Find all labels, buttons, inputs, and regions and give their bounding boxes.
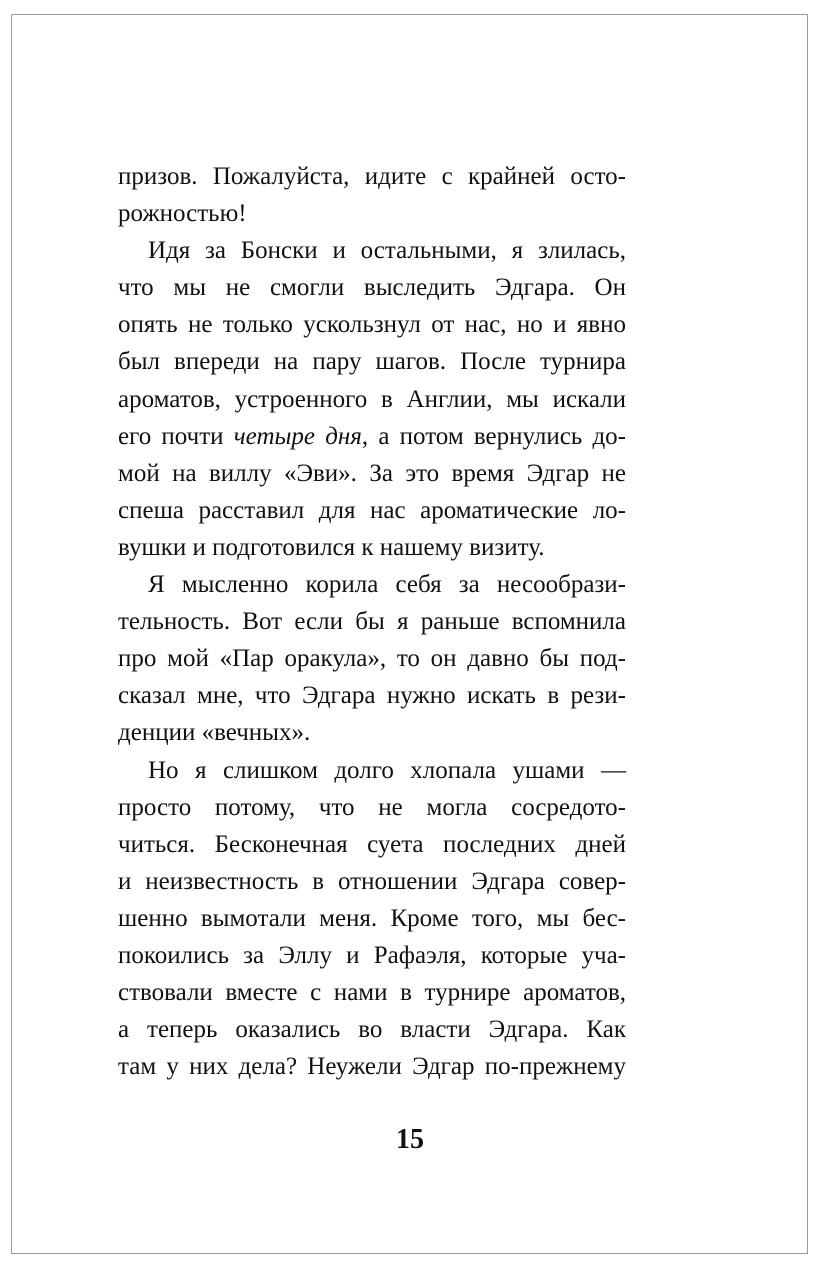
text-line: призов. Пожалуйста, идите с крайней осто- [118, 163, 626, 190]
text-line: просто потому, что не могла сосредото- [118, 793, 626, 821]
text-line: тельность. Вот если бы я раньше вспомнила [118, 608, 626, 636]
text-line: там у них дела? Неужели Эдгар по-прежнему [118, 1053, 626, 1081]
text-line: а теперь оказались во власти Эдгара. Как [118, 1016, 626, 1044]
page-number: 15 [396, 1124, 424, 1155]
text-line: ствовали вместе с нами в турнире ароматов, [118, 979, 626, 1007]
text-line: читься. Бесконечная суета последних дней [118, 830, 626, 858]
text-line: что мы не смогли выследить Эдгара. Он [118, 274, 626, 302]
page-body-text [118, 158, 626, 1085]
text-line: был впереди на пару шагов. После турнира [118, 348, 626, 376]
paragraph-start-line: Идя за Бонски и остальными, я злилась, [148, 237, 626, 265]
text-line: вушки и подготовился к нашему визиту. [118, 533, 545, 561]
text-line: покоились за Эллу и Рафаэля, которые уча- [118, 941, 626, 969]
text-line: спеша расставил для нас ароматические ло- [118, 496, 626, 524]
text-line: опять не только ускользнул от нас, но и явно [118, 311, 626, 339]
text-line: ароматов, устроенного в Англии, мы искали [118, 385, 626, 413]
text-line: про мой «Пар оракула», то он давно бы под- [118, 645, 626, 673]
text-line: рожностью! [118, 200, 247, 228]
paragraph-start-line: Но я слишком долго хлопала ушами — [148, 756, 626, 784]
text-line: сказал мне, что Эдгара нужно искать в рези- [118, 682, 626, 710]
text-line: денции «вечных». [118, 719, 311, 747]
text-line: и неизвестность в отношении Эдгара совер- [118, 867, 626, 895]
italic-emphasis: четыре дня [233, 422, 362, 450]
text-line: мой на виллу «Эви». За это время Эдгар не [118, 459, 626, 487]
text-segment: , а потом вернулись до- [361, 422, 626, 450]
text-line: шенно вымотали меня. Кроме того, мы бес- [118, 904, 626, 932]
text-segment: его почти [118, 422, 234, 450]
paragraph-start-line: Я мысленно корила себя за несообрази- [148, 571, 626, 599]
text-line [118, 418, 626, 455]
